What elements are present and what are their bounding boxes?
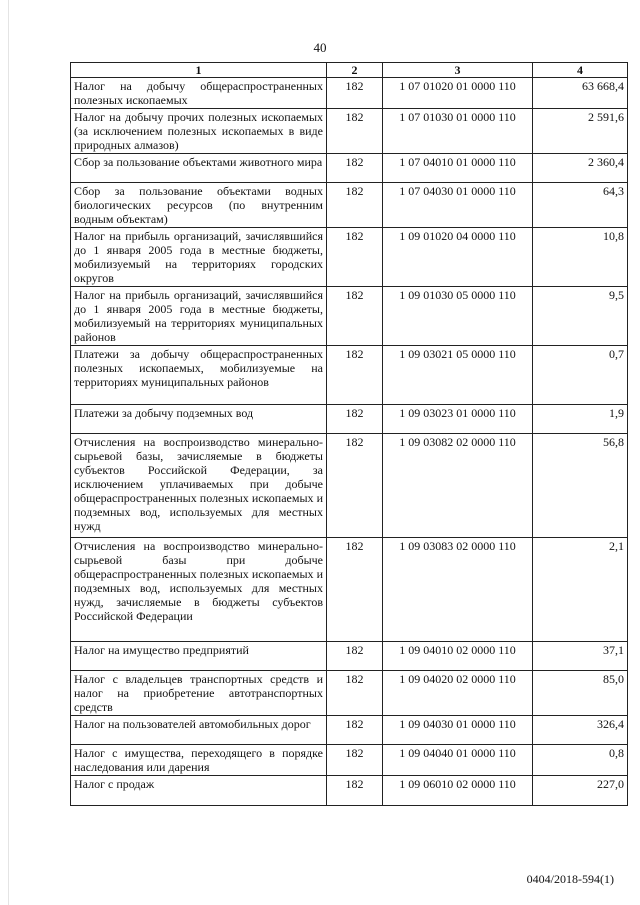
table-row bbox=[71, 405, 628, 434]
row-kbk-code: 1 07 01020 01 0000 110 bbox=[383, 78, 533, 109]
row-amount: 2,1 bbox=[533, 538, 628, 642]
row-amount: 37,1 bbox=[533, 642, 628, 671]
row-kbk-code: 1 07 01030 01 0000 110 bbox=[383, 109, 533, 154]
row-name: Отчисления на воспроизводство минерально-сырьевой базы, зачисляемые в бюджеты субъектов Российской Федерации, за исключением уплачиваемых при добыче общераспространенных полезных ископаемых и подземных вод, используемых для местных нужд bbox=[71, 434, 327, 538]
table-row bbox=[71, 745, 628, 776]
row-name: Налог на прибыль организаций, зачислявшийся до 1 января 2005 года в местные бюджеты, мобилизуемый на территориях муниципальных районов bbox=[71, 287, 327, 346]
row-amount: 0,7 bbox=[533, 346, 628, 405]
page-number: 40 bbox=[313, 40, 327, 55]
scan-edge bbox=[8, 0, 9, 905]
row-name: Платежи за добычу подземных вод bbox=[71, 405, 327, 434]
row-kbk-code: 1 09 06010 02 0000 110 bbox=[383, 776, 533, 806]
row-amount: 2 591,6 bbox=[533, 109, 628, 154]
row-name: Платежи за добычу общераспространенных полезных ископаемых, мобилизуемые на территориях муниципальных районов bbox=[71, 346, 327, 405]
column-header-2: 2 bbox=[327, 63, 383, 78]
table-row bbox=[71, 776, 628, 806]
row-amount: 9,5 bbox=[533, 287, 628, 346]
column-header-4: 4 bbox=[533, 63, 628, 78]
table-row bbox=[71, 538, 628, 642]
row-amount: 10,8 bbox=[533, 228, 628, 287]
row-admin-code: 182 bbox=[327, 183, 383, 228]
row-kbk-code: 1 09 04020 02 0000 110 bbox=[383, 671, 533, 716]
table-row bbox=[71, 154, 628, 183]
row-name: Налог на добычу общераспространенных полезных ископаемых bbox=[71, 78, 327, 109]
row-kbk-code: 1 09 03083 02 0000 110 bbox=[383, 538, 533, 642]
row-name: Отчисления на воспроизводство минерально-сырьевой базы при добыче общераспространенных полезных ископаемых и подземных вод, используемых для местных нужд, зачисляемые в бюджеты субъектов Российской Федерации bbox=[71, 538, 327, 642]
row-amount: 0,8 bbox=[533, 745, 628, 776]
row-name: Налог на прибыль организаций, зачислявшийся до 1 января 2005 года в местные бюджеты, мобилизуемый на территориях городских округов bbox=[71, 228, 327, 287]
row-admin-code: 182 bbox=[327, 745, 383, 776]
table-row bbox=[71, 434, 628, 538]
row-admin-code: 182 bbox=[327, 434, 383, 538]
row-admin-code: 182 bbox=[327, 109, 383, 154]
row-admin-code: 182 bbox=[327, 228, 383, 287]
row-admin-code: 182 bbox=[327, 671, 383, 716]
row-kbk-code: 1 09 04040 01 0000 110 bbox=[383, 745, 533, 776]
row-admin-code: 182 bbox=[327, 154, 383, 183]
row-admin-code: 182 bbox=[327, 287, 383, 346]
row-kbk-code: 1 09 01030 05 0000 110 bbox=[383, 287, 533, 346]
row-kbk-code: 1 09 04010 02 0000 110 bbox=[383, 642, 533, 671]
row-amount: 2 360,4 bbox=[533, 154, 628, 183]
row-amount: 1,9 bbox=[533, 405, 628, 434]
row-admin-code: 182 bbox=[327, 642, 383, 671]
row-amount: 56,8 bbox=[533, 434, 628, 538]
row-name: Налог с продаж bbox=[71, 776, 327, 806]
row-name: Налог на добычу прочих полезных ископаемых (за исключением полезных ископаемых в виде природных алмазов) bbox=[71, 109, 327, 154]
table-row bbox=[71, 716, 628, 745]
table-row bbox=[71, 78, 628, 109]
revenue-table bbox=[70, 62, 628, 806]
table-header-row bbox=[71, 63, 628, 78]
row-kbk-code: 1 09 03023 01 0000 110 bbox=[383, 405, 533, 434]
table-row bbox=[71, 287, 628, 346]
row-amount: 227,0 bbox=[533, 776, 628, 806]
row-admin-code: 182 bbox=[327, 776, 383, 806]
row-admin-code: 182 bbox=[327, 538, 383, 642]
row-amount: 64,3 bbox=[533, 183, 628, 228]
row-amount: 85,0 bbox=[533, 671, 628, 716]
document-code: 0404/2018-594(1) bbox=[526, 872, 614, 886]
row-name: Налог с владельцев транспортных средств и налог на приобретение автотранспортных средств bbox=[71, 671, 327, 716]
row-kbk-code: 1 09 04030 01 0000 110 bbox=[383, 716, 533, 745]
row-kbk-code: 1 09 01020 04 0000 110 bbox=[383, 228, 533, 287]
table-row bbox=[71, 183, 628, 228]
row-amount: 326,4 bbox=[533, 716, 628, 745]
table-row bbox=[71, 642, 628, 671]
row-admin-code: 182 bbox=[327, 716, 383, 745]
table-row bbox=[71, 109, 628, 154]
row-kbk-code: 1 07 04010 01 0000 110 bbox=[383, 154, 533, 183]
row-name: Сбор за пользование объектами животного мира bbox=[71, 154, 327, 183]
row-admin-code: 182 bbox=[327, 405, 383, 434]
row-name: Налог на имущество предприятий bbox=[71, 642, 327, 671]
column-header-1: 1 bbox=[71, 63, 327, 78]
column-header-3: 3 bbox=[383, 63, 533, 78]
row-admin-code: 182 bbox=[327, 346, 383, 405]
row-name: Налог с имущества, переходящего в порядке наследования или дарения bbox=[71, 745, 327, 776]
table-row bbox=[71, 671, 628, 716]
row-name: Сбор за пользование объектами водных биологических ресурсов (по внутренним водным объектам) bbox=[71, 183, 327, 228]
row-kbk-code: 1 07 04030 01 0000 110 bbox=[383, 183, 533, 228]
row-kbk-code: 1 09 03082 02 0000 110 bbox=[383, 434, 533, 538]
row-name: Налог на пользователей автомобильных дорог bbox=[71, 716, 327, 745]
row-admin-code: 182 bbox=[327, 78, 383, 109]
row-amount: 63 668,4 bbox=[533, 78, 628, 109]
table-row bbox=[71, 228, 628, 287]
table-row bbox=[71, 346, 628, 405]
row-kbk-code: 1 09 03021 05 0000 110 bbox=[383, 346, 533, 405]
